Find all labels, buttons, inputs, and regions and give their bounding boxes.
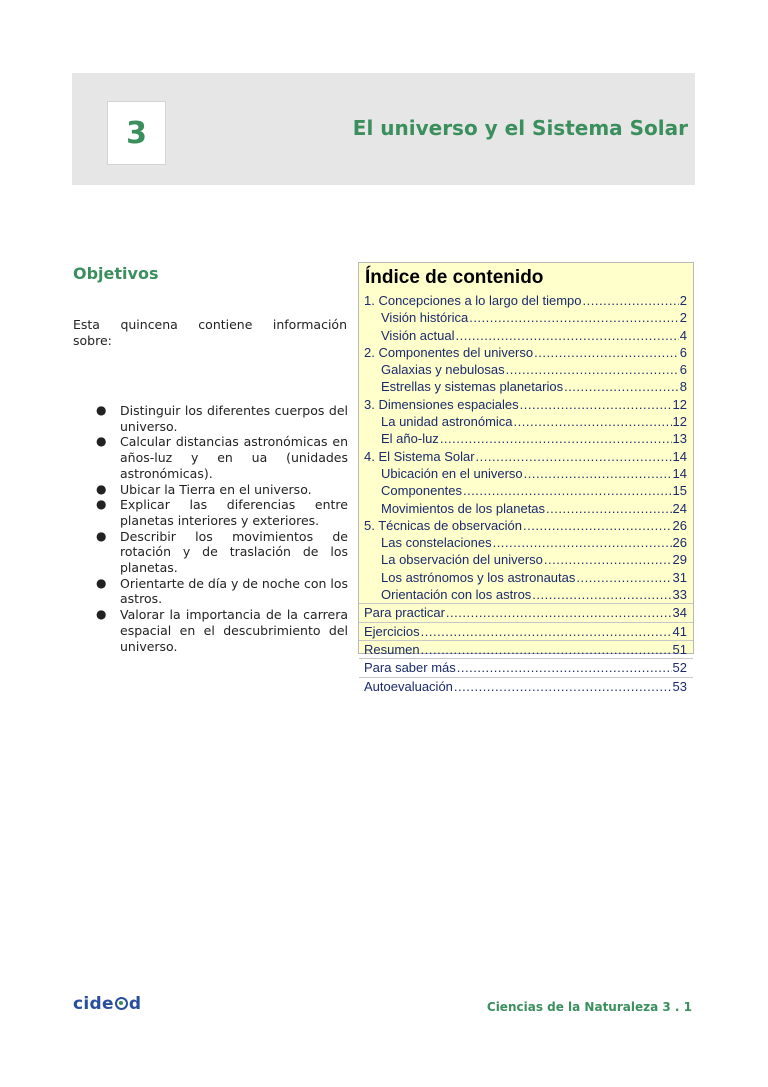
toc-entry[interactable]: Movimientos de los planetas ..... 24 bbox=[359, 500, 693, 517]
bullet-icon: ● bbox=[96, 528, 107, 543]
objective-item: ● Explicar las diferencias entre planetas interiores y exteriores. bbox=[96, 497, 348, 528]
table-of-contents bbox=[358, 262, 694, 694]
bullet-icon: ● bbox=[96, 607, 107, 622]
toc-entry[interactable]: Para saber más ..... 52 bbox=[359, 658, 693, 676]
toc-entry[interactable]: 3. Dimensiones espaciales ..... 12 bbox=[359, 396, 693, 413]
cidead-logo: cide d bbox=[73, 994, 142, 1014]
chapter-title: El universo y el Sistema Solar bbox=[352, 116, 688, 140]
logo-at-icon bbox=[115, 997, 128, 1010]
toc-entry[interactable]: Ejercicios ..... 41 bbox=[359, 622, 693, 640]
toc-entry[interactable]: Visión histórica ..... 2 bbox=[359, 309, 693, 326]
toc-title: Índice de contenido bbox=[365, 267, 544, 288]
bullet-icon: ● bbox=[96, 403, 107, 417]
objective-item: ● Distinguir los diferentes cuerpos del universo. bbox=[96, 403, 348, 434]
toc-entry[interactable]: Visión actual ..... 4 bbox=[359, 327, 693, 344]
toc-entry[interactable]: Las constelaciones ..... 26 bbox=[359, 534, 693, 551]
toc-entry[interactable]: Para practicar ..... 34 bbox=[359, 603, 693, 621]
intro-word: Esta bbox=[73, 317, 100, 332]
toc-entry[interactable]: Ubicación en el universo ..... 14 bbox=[359, 465, 693, 482]
intro-word: información bbox=[272, 317, 347, 332]
toc-entry[interactable]: Galaxias y nebulosas ..... 6 bbox=[359, 361, 693, 378]
toc-entry[interactable]: Los astrónomos y los astronautas ..... 31 bbox=[359, 569, 693, 586]
objectives-list bbox=[86, 403, 348, 654]
toc-entry[interactable]: Resumen ..... 51 bbox=[359, 640, 693, 658]
toc-entry[interactable]: 2. Componentes del universo ..... 6 bbox=[359, 344, 693, 361]
toc-entry[interactable]: 1. Concepciones a lo largo del tiempo ..... 2 bbox=[359, 292, 693, 309]
intro-word: sobre: bbox=[73, 333, 112, 348]
bullet-icon: ● bbox=[96, 497, 107, 512]
objective-item: ● Calcular distancias astronómicas en años-luz y en ua (unidades astronómicas). bbox=[96, 434, 348, 481]
intro-word: contiene bbox=[198, 317, 253, 332]
objective-item: ● Valorar la importancia de la carrera espacial en el descubrimiento del universo. bbox=[96, 607, 348, 654]
toc-entry[interactable]: La observación del universo ..... 29 bbox=[359, 551, 693, 568]
toc-entry[interactable]: 5. Técnicas de observación ..... 26 bbox=[359, 517, 693, 534]
toc-entry[interactable]: Componentes ..... 15 bbox=[359, 482, 693, 499]
objective-item: ● Orientarte de día y de noche con los astros. bbox=[96, 575, 349, 607]
bullet-icon: ● bbox=[96, 434, 107, 449]
intro-word: quincena bbox=[120, 317, 178, 332]
objective-item: ● Ubicar la Tierra en el universo. bbox=[96, 481, 312, 497]
toc-entry[interactable]: 4. El Sistema Solar ..... 14 bbox=[359, 448, 693, 465]
objective-item: ● Describir los movimientos de rotación y de traslación de los planetas. bbox=[96, 528, 348, 576]
chapter-number: 3 bbox=[107, 101, 166, 165]
page-footer: Ciencias de la Naturaleza 3 . 1 bbox=[486, 1000, 692, 1014]
objectives-intro bbox=[73, 317, 347, 349]
bullet-icon: ● bbox=[96, 481, 107, 496]
toc-entry[interactable]: Autoevaluación ..... 53 bbox=[359, 677, 693, 695]
toc-entry[interactable]: Estrellas y sistemas planetarios ..... 8 bbox=[359, 378, 693, 395]
toc-entry[interactable]: Orientación con los astros ..... 33 bbox=[359, 586, 693, 603]
toc-entries bbox=[359, 292, 693, 695]
bullet-icon: ● bbox=[96, 575, 107, 590]
toc-entry[interactable]: La unidad astronómica ..... 12 bbox=[359, 413, 693, 430]
objectives-heading: Objetivos bbox=[73, 264, 159, 283]
toc-entry[interactable]: El año-luz ..... 13 bbox=[359, 430, 693, 447]
